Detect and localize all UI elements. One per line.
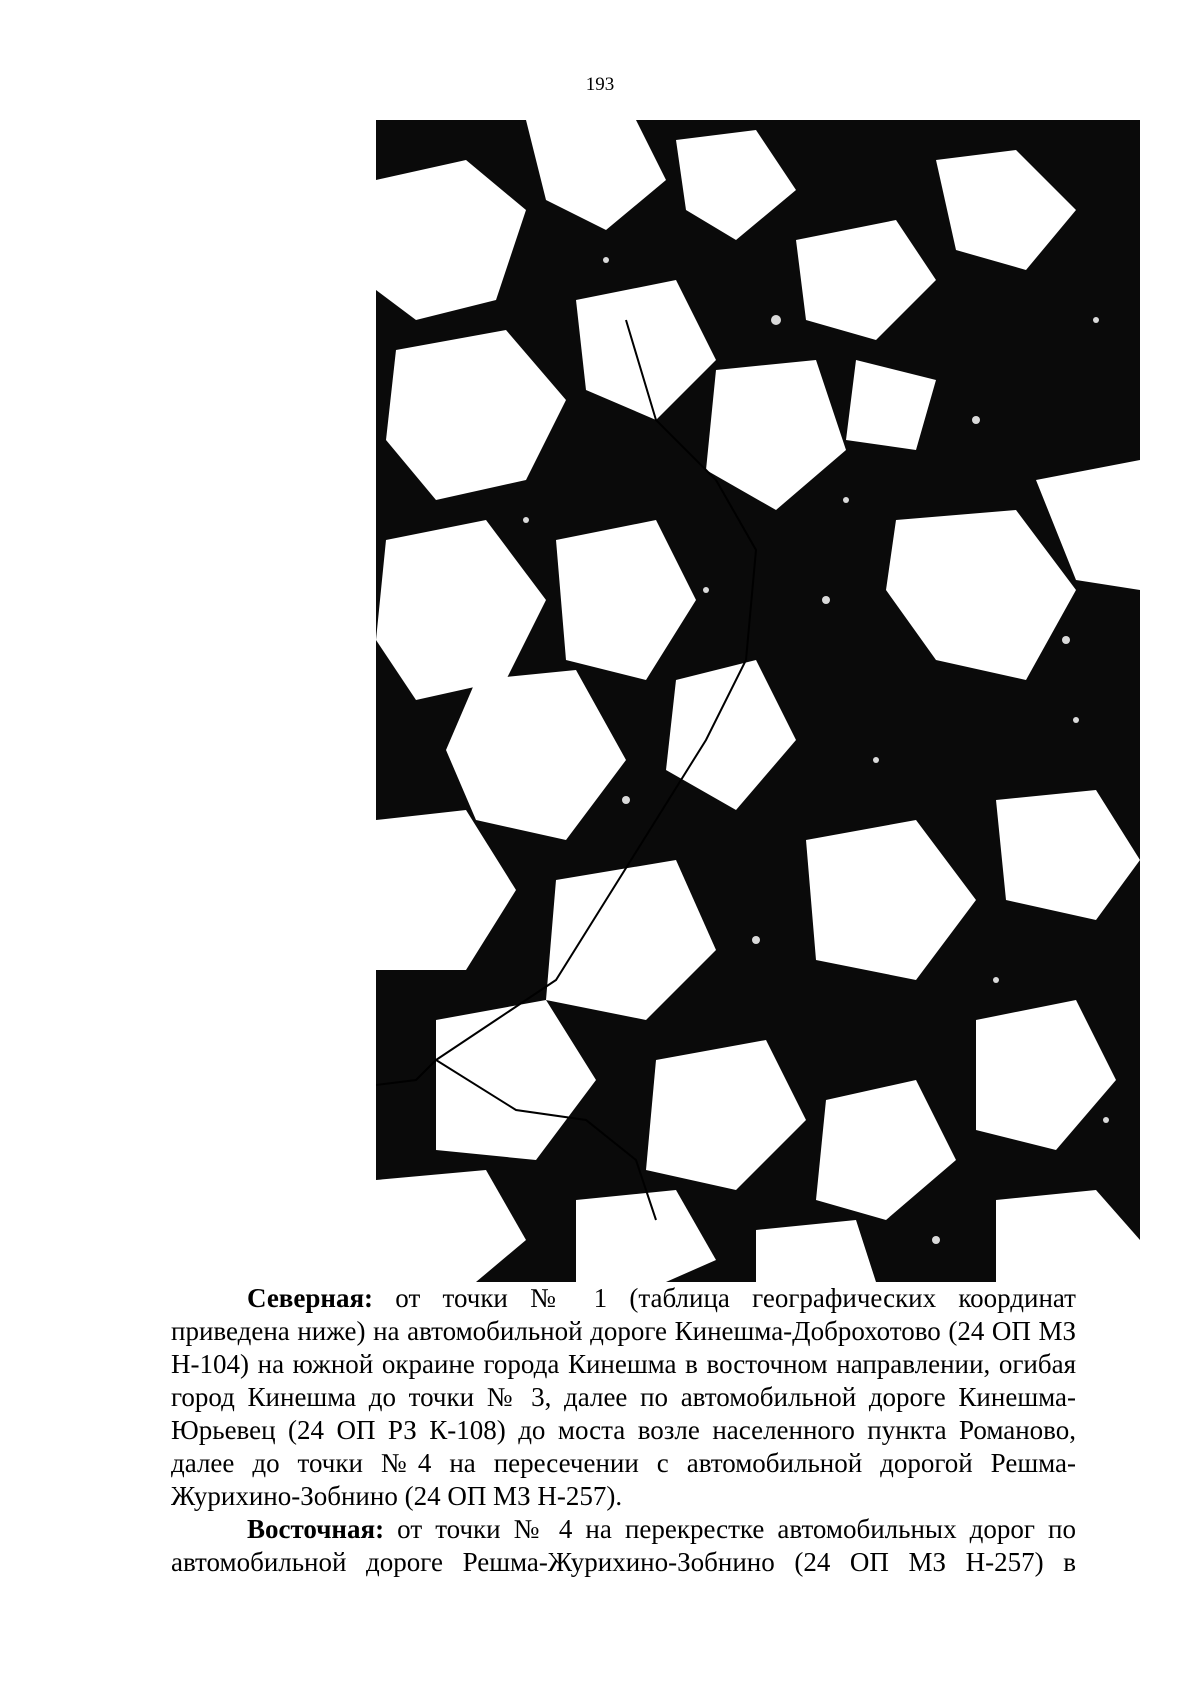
- paragraph-east: [171, 1513, 1076, 1579]
- satellite-map-image: [376, 120, 1140, 1282]
- map-graphic: [376, 120, 1140, 1282]
- north-text: от точки № 1 (таблица географических координат приведена ниже) на автомобильной дороге Кинешма-Доброхотово (24 ОП МЗ Н-104) на южной окраине города Кинешма в восточном направлении, огибая город Кинешма до точки № 3, далее по автомобильной дороге Кинешма-Юрьевец (24 ОП РЗ К-108) до моста возле населенного пункта Романово, далее до точки №4 на пересечении с автомобильной дорогой Решма-Журихино-Зобнино (24 ОП МЗ Н-257).: [171, 1283, 1076, 1511]
- paragraph-north: [171, 1282, 1076, 1513]
- north-label: Северная:: [247, 1283, 374, 1313]
- east-label: Восточная:: [247, 1514, 385, 1544]
- page-number: 193: [585, 74, 615, 95]
- body-text: [171, 1282, 1076, 1579]
- east-text: от точки № 4 на перекрестке автомобильных дорог по автомобильной дороге Решма-Журихино-Зобнино (24 ОП МЗ Н-257) в: [171, 1514, 1076, 1577]
